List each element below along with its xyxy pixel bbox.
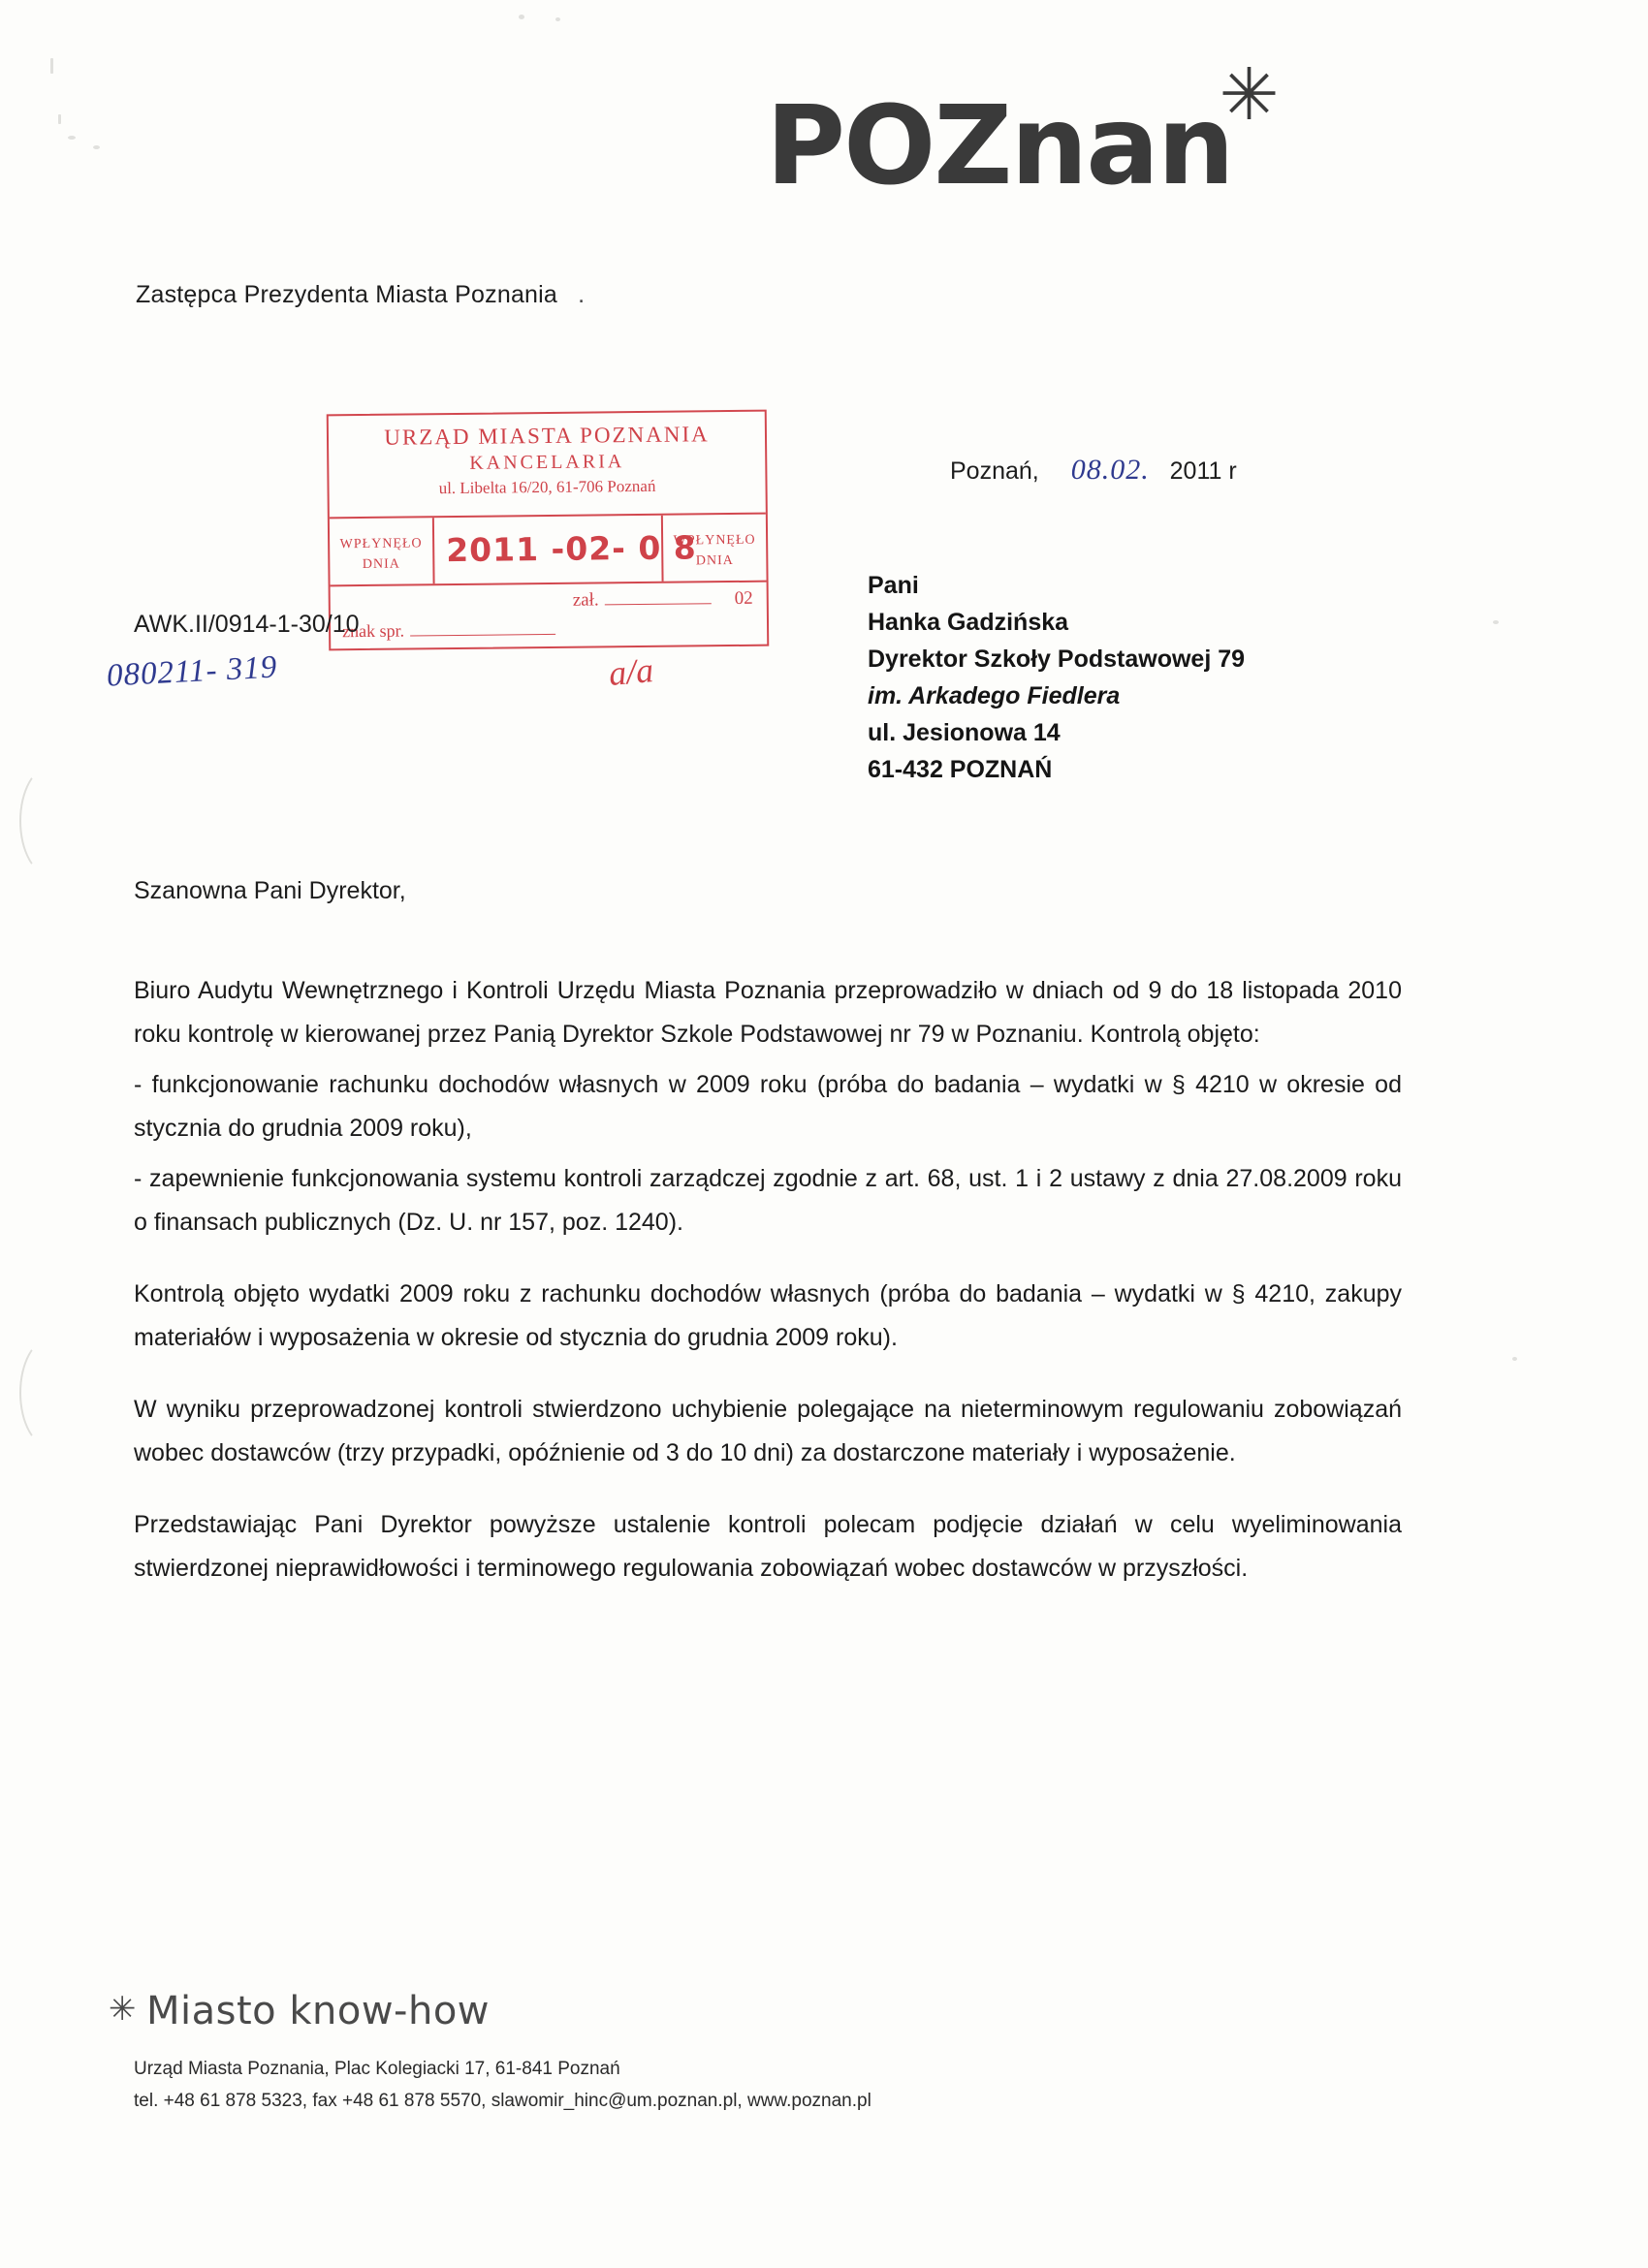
letter-paragraph: - zapewnienie funkcjonowania systemu kontroli zarządczej zgodnie z art. 68, ust. 1 i 2 ustawy z dnia 27.08.2009 roku o finansach publicznych (Dz. U. nr 157, poz. 1240).	[134, 1165, 1402, 1236]
stamp-handwritten-mark: a/a	[607, 650, 655, 693]
scan-artifact	[68, 136, 76, 140]
recipient-street: ul. Jesionowa 14	[868, 719, 1061, 746]
recipient-block	[868, 567, 1245, 788]
stamp-subtitle: KANCELARIA	[469, 451, 625, 474]
poznan-logo-text: POZnan	[766, 83, 1233, 209]
footer-address: Urząd Miasta Poznania, Plac Kolegiacki 17, 61-841 Poznań	[134, 2059, 620, 2079]
dateline	[950, 454, 1237, 487]
stamp-left-line2: DNIA	[362, 556, 400, 573]
stamp-zal-label: zał.	[572, 589, 599, 611]
case-number: AWK.II/0914-1-30/10	[134, 611, 360, 638]
stamp-znak	[342, 619, 555, 642]
stamp-title: URZĄD MIASTA POZNANIA	[384, 422, 710, 450]
stamp-left-line1: WPŁYNĘŁO	[339, 536, 423, 552]
scan-artifact	[93, 145, 100, 149]
office-stamp	[327, 410, 770, 651]
scan-artifact	[58, 114, 61, 124]
letter-paragraph: Kontrolą objęto wydatki 2009 roku z rachunku dochodów własnych (próba do badania – wydatki w § 4210, zakupy materiałów i wyposażenia w okresie od stycznia do grudnia 2009 roku).	[134, 1280, 1402, 1351]
letter-paragraph: Przedstawiając Pani Dyrektor powyższe ustalenie kontroli polecam podjęcie działań w celu wyeliminowania stwierdzonej nieprawidłowości i terminowego regulowania zobowiązań wobec dostawców w przyszłości.	[134, 1511, 1402, 1582]
scan-artifact	[1493, 620, 1499, 624]
scan-artifact	[19, 1338, 81, 1448]
stamp-address: ul. Libelta 16/20, 61-706 Poznań	[438, 476, 656, 498]
stamp-right-line2: DNIA	[695, 552, 734, 569]
stamp-attachments	[573, 588, 712, 611]
asterisk-icon: ✳	[1219, 53, 1278, 137]
stamp-zal-rule	[605, 589, 712, 605]
stamp-right-line1: WPŁYNĘŁO	[673, 532, 756, 549]
scan-artifact	[555, 17, 560, 21]
scan-artifact	[519, 15, 524, 19]
scan-artifact	[1512, 1357, 1517, 1361]
stamp-right-box	[661, 515, 767, 582]
recipient-position: Dyrektor Szkoły Podstawowej 79	[868, 646, 1246, 673]
footer-contact: tel. +48 61 878 5323, fax +48 61 878 5570, slawomir_hinc@um.poznan.pl, www.poznan.pl	[134, 2091, 872, 2112]
footer-slogan-text: Miasto know-how	[146, 1989, 491, 2033]
stamp-date: 2011 -02- 0 8	[446, 528, 697, 570]
asterisk-icon: ✳	[109, 1990, 137, 2029]
poznan-logo	[766, 53, 1278, 209]
footer-slogan	[109, 1989, 490, 2033]
stamp-middle-band	[330, 513, 767, 587]
dateline-year: 2011 r	[1169, 457, 1237, 485]
letter-salutation: Szanowna Pani Dyrektor,	[134, 877, 406, 904]
footer-contact-block	[134, 2053, 872, 2118]
stamp-znak-rule	[410, 621, 555, 637]
letter-body	[134, 969, 1402, 1619]
stamp-left-box	[330, 518, 435, 584]
sender-line	[136, 281, 585, 309]
recipient-patron: im. Arkadego Fiedlera	[868, 682, 1121, 709]
letter-paragraph: Biuro Audytu Wewnętrznego i Kontroli Urzędu Miasta Poznania przeprowadziło w dniach od 9 do 18 listopada 2010 roku kontrolę w kierowanej przez Panią Dyrektor Szkole Podstawowej nr 79 w Poznaniu. Kontrolą objęto:	[134, 977, 1402, 1048]
recipient-city: 61-432 POZNAŃ	[868, 756, 1053, 783]
letter-paragraph: - funkcjonowanie rachunku dochodów własnych w 2009 roku (próba do badania – wydatki w § 4210 w okresie od stycznia do grudnia 2009 roku),	[134, 1071, 1402, 1142]
dateline-city: Poznań,	[950, 457, 1039, 485]
recipient-name: Hanka Gadzińska	[868, 609, 1069, 636]
scan-artifact	[19, 766, 81, 876]
scan-artifact	[50, 58, 53, 74]
stamp-corner-number: 02	[734, 587, 753, 609]
stamp-znak-label: znak spr.	[341, 620, 405, 642]
sender-mark: .	[578, 281, 586, 308]
sender-text: Zastępca Prezydenta Miasta Poznania	[136, 281, 558, 308]
dateline-handwritten-date: 08.02.	[1070, 454, 1150, 486]
letter-paragraph: W wyniku przeprowadzonej kontroli stwierdzono uchybienie polegające na nieterminowym regulowaniu zobowiązań wobec dostawców (trzy przypadki, opóźnienie od 3 do 10 dni) za dostarczone materiały i wyposażenie.	[134, 1396, 1402, 1466]
recipient-salutation: Pani	[868, 572, 919, 599]
handwritten-case-number: 080211- 319	[106, 649, 279, 694]
